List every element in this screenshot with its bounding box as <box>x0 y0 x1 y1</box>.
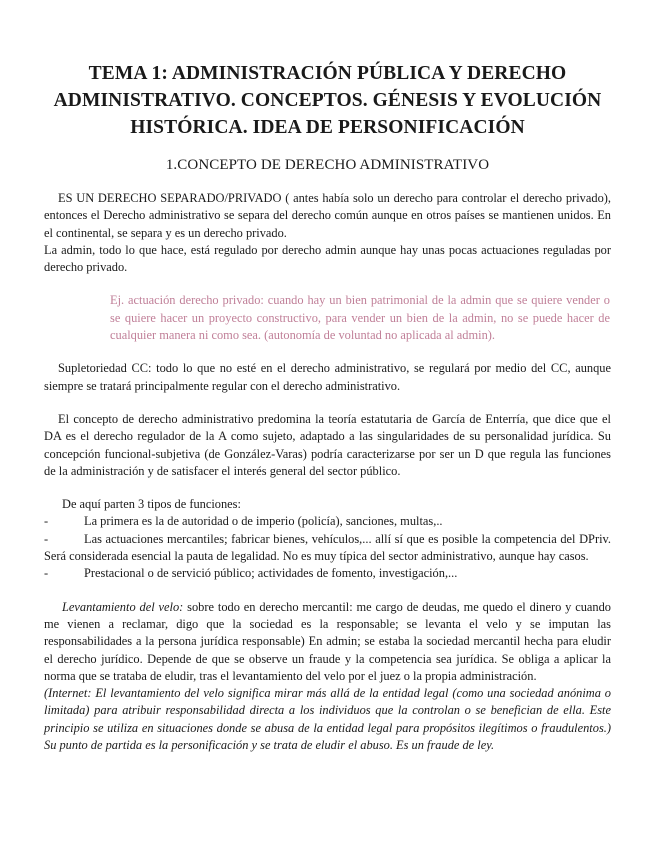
paragraph-derecho-separado: ES UN DERECHO SEPARADO/PRIVADO ( antes había solo un derecho para controlar el derecho privado), entonces el Derecho administrativo se separa del derecho común aunque en otros países se mantienen unidos. En el continental, se separa y es un derecho privado. <box>44 191 611 240</box>
paragraph-concepto: El concepto de derecho administrativo predomina la teoría estatutaria de García de Enterría, que dice que el DA es el derecho regulador de la A como sujeto, adaptado a las singularidades de su personalidad jurídica. Su concepción funcional-subjetiva (de González-Varas) podría caracterizarse por ser un D que regula las funciones de la administración y de satisfacer el interés general del sector público. <box>44 411 611 478</box>
title-line-1: TEMA 1: ADMINISTRACIÓN PÚBLICA Y DERECHO <box>88 63 567 84</box>
example-quote: Ej. actuación derecho privado: cuando hay un bien patrimonial de la admin que se quiere vender o se quiere hacer un proyecto constructivo, para vender un bien de la admin, no se puede hacer de cualquier manera ni como sea. (autonomía de voluntad no aplicada al admin). <box>110 293 610 343</box>
paragraph-funciones-intro: De aquí parten 3 tipos de funciones: <box>62 497 241 512</box>
title-line-2: ADMINISTRATIVO. CONCEPTOS. GÉNESIS Y EVOLUCIÓN <box>53 90 602 111</box>
list-bullet: - <box>44 514 49 529</box>
paragraph-internet-note: (Internet: El levantamiento del velo significa mirar más allá de la entidad legal (como una sociedad anónima o limitada) para atribuir responsabilidad directa a los individuos que la controlan o se benefician de ella. Este principio se utiliza en situaciones donde se abusa de la entidad legal para propósitos ilegítimos o fraudulentos.) Su punto de partida es la personificación y se trata de eludir el abuso. Es un fraude de ley. <box>44 686 611 753</box>
paragraph-admin-regulado: La admin, todo lo que hace, está regulado por derecho admin aunque hay unas pocas actuaciones reguladas por derecho privado. <box>44 242 611 275</box>
document-title <box>44 60 611 141</box>
list-bullet: - <box>44 566 49 581</box>
functions-list <box>44 513 611 582</box>
list-item <box>44 565 611 582</box>
velo-term: Levantamiento del velo: <box>62 599 184 614</box>
list-item <box>44 513 611 530</box>
list-item-text: Las actuaciones mercantiles; fabricar bienes, vehículos,... allí sí que es posible la competencia del DPriv. Será considerada esencial la pauta de legalidad. No es muy típica del sector administrativo, aunque hay casos. <box>44 531 611 564</box>
title-line-3: HISTÓRICA. IDEA DE PERSONIFICACIÓN <box>130 117 525 138</box>
list-item <box>44 531 611 566</box>
list-bullet: - <box>44 531 49 546</box>
list-item-text: Prestacional o de servició público; actividades de fomento, investigación,... <box>84 566 458 581</box>
section-heading: 1.CONCEPTO DE DERECHO ADMINISTRATIVO <box>165 157 490 173</box>
velo-text: sobre todo en derecho mercantil: me cargo de deudas, me quedo el dinero y cuando me vienen a reclamar, digo que la sociedad es la responsable; se levanta el velo y se imputan las responsabilidades a la persona jurídica responsable) En admin; se estaba la sociedad mercantil hecha para eludir el derecho jurídico. Depende de que se observe un fraude y la competencia sea jurídica. Se obliga a aplicar la norma que se trataba de eludir, tras el levantamiento del velo por el juez o la propia administración. <box>44 599 611 683</box>
paragraph-supletoriedad: Supletoriedad CC: todo lo que no esté en el derecho administrativo, se regulará por medio del CC, aunque siempre se tratará principalmente regular con el derecho administrativo. <box>44 361 611 393</box>
list-item-text: La primera es la de autoridad o de imperio (policía), sanciones, multas,.. <box>84 514 443 529</box>
paragraph-levantamiento-velo <box>44 599 611 685</box>
